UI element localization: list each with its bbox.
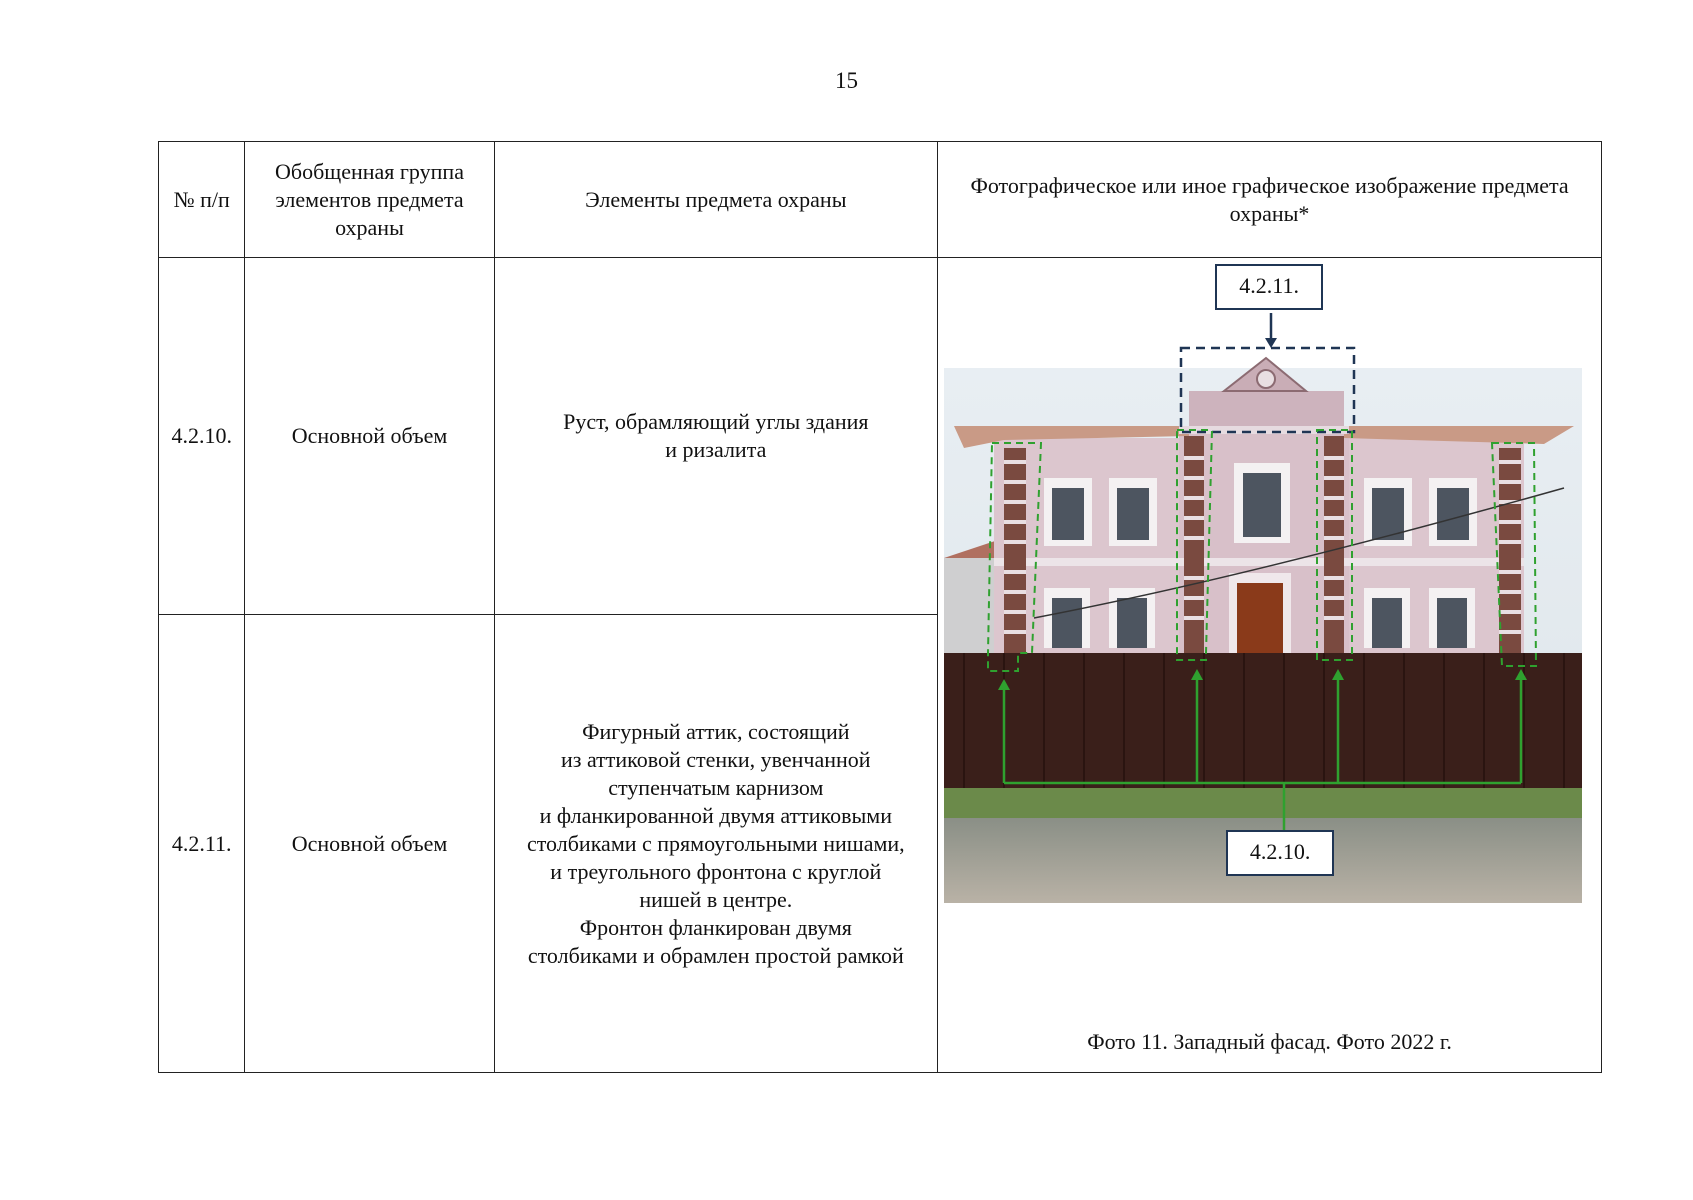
- row-group: Основной объем: [245, 258, 494, 615]
- protection-table: [158, 141, 1602, 1073]
- header-elements: Элементы предмета охраны: [494, 142, 938, 258]
- belt-cornice: [994, 558, 1524, 566]
- photo-caption: Фото 11. Западный фасад. Фото 2022 г.: [1087, 1029, 1452, 1054]
- header-group: Обобщенная группа элементов предмета охраны: [245, 142, 494, 258]
- round-niche: [1257, 370, 1275, 388]
- row-elements: Фигурный аттик, состоящий из аттиковой стенки, увенчанной ступенчатым карнизом и фланкированной двумя аттиковыми столбиками с прямоугольными нишами, и треугольного фронтона с круглой нишей в центре. Фронтон фланкирован двумя столбиками и обрамлен простой рамкой: [494, 615, 938, 1073]
- grass: [944, 788, 1582, 823]
- row-num: 4.2.10.: [159, 258, 245, 615]
- row-elements: Руст, обрамляющий углы здания и ризалита: [494, 258, 938, 615]
- row-num: 4.2.11.: [159, 615, 245, 1073]
- header-photo: Фотографическое или иное графическое изображение предмета охраны*: [938, 142, 1602, 258]
- building-photo: [944, 258, 1582, 908]
- row-group: Основной объем: [245, 615, 494, 1073]
- table-header-row: [159, 142, 1602, 258]
- header-num: № п/п: [159, 142, 245, 258]
- table-row: [159, 258, 1602, 615]
- fence: [944, 653, 1582, 793]
- label-4-2-10: 4.2.10.: [1226, 830, 1334, 876]
- label-4-2-11: 4.2.11.: [1215, 264, 1323, 310]
- photo-cell: [938, 258, 1602, 1073]
- page-number: 15: [835, 68, 858, 93]
